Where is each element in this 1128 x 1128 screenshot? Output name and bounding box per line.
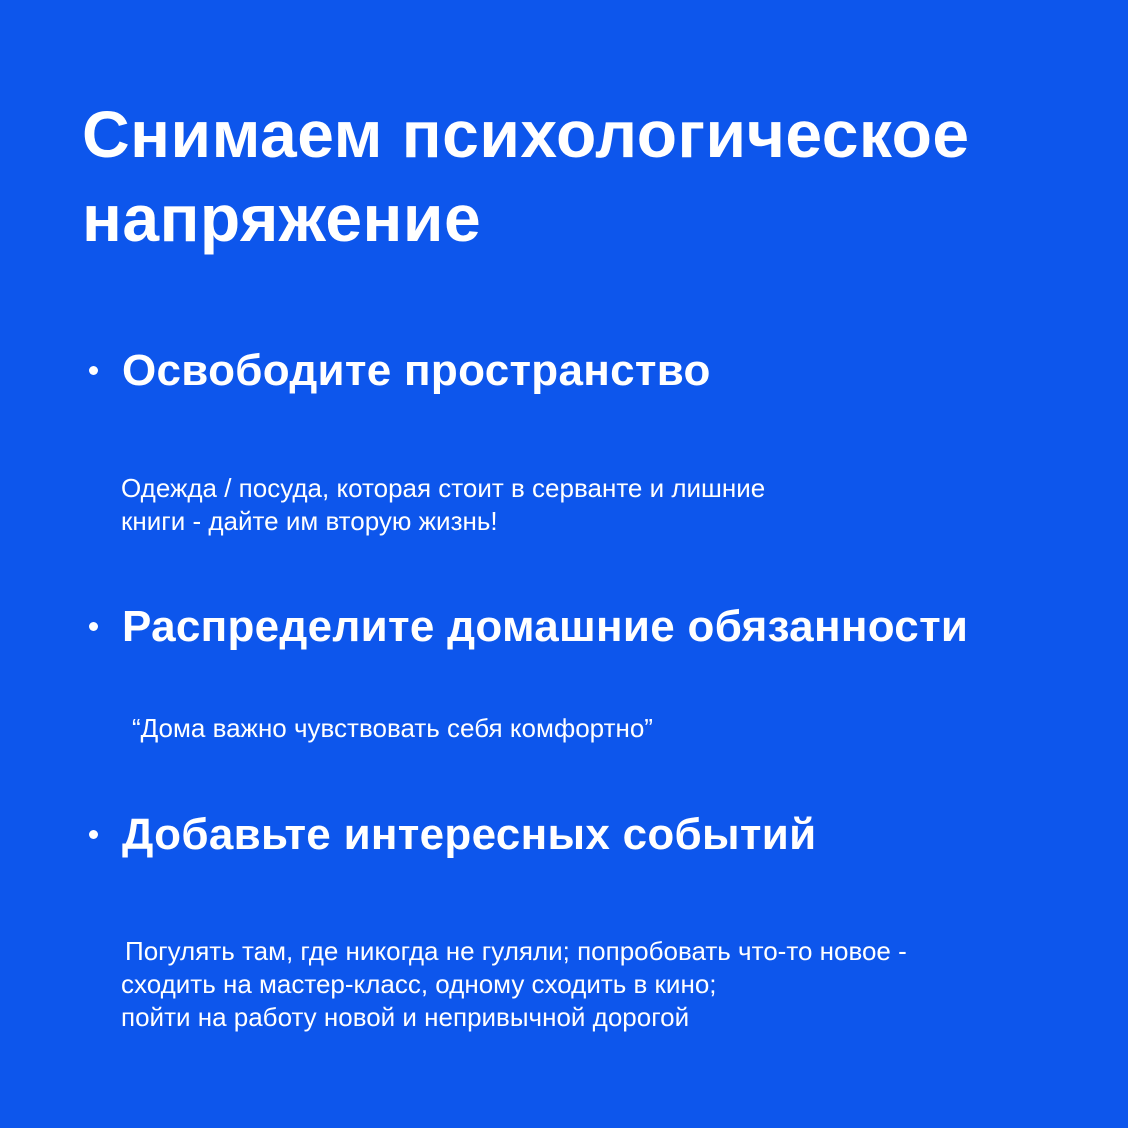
description-line: Одежда / посуда, которая стоит в серванте и лишние xyxy=(121,473,766,503)
bullet-dot-icon xyxy=(89,830,98,839)
bullet-description-events xyxy=(121,935,907,1034)
page-title xyxy=(82,92,970,260)
bullet-dot-icon xyxy=(89,622,98,631)
description-line: книги - дайте им вторую жизнь! xyxy=(121,506,498,536)
bullet-description-free-space xyxy=(121,472,765,538)
description-line: сходить на мастер-класс, одному сходить в кино; xyxy=(121,969,717,999)
bullet-dot-icon xyxy=(89,366,98,375)
title-line-1: Снимаем психологическое xyxy=(82,97,970,171)
bullet-heading-events xyxy=(84,809,816,861)
description-line: “Дома важно чувствовать себя комфортно” xyxy=(132,713,653,743)
bullet-heading-chores xyxy=(84,601,968,653)
bullet-heading-text: Распределите домашние обязанности xyxy=(122,602,969,651)
description-line: пойти на работу новой и непривычной дорогой xyxy=(121,1002,690,1032)
bullet-heading-text: Освободите пространство xyxy=(122,346,711,395)
bullet-heading-text: Добавьте интересных событий xyxy=(122,810,817,859)
title-line-2: напряжение xyxy=(82,181,482,255)
description-line: Погулять там, где никогда не гуляли; попробовать что-то новое - xyxy=(125,936,907,966)
bullet-heading-free-space xyxy=(84,345,711,397)
bullet-description-chores xyxy=(132,712,653,745)
